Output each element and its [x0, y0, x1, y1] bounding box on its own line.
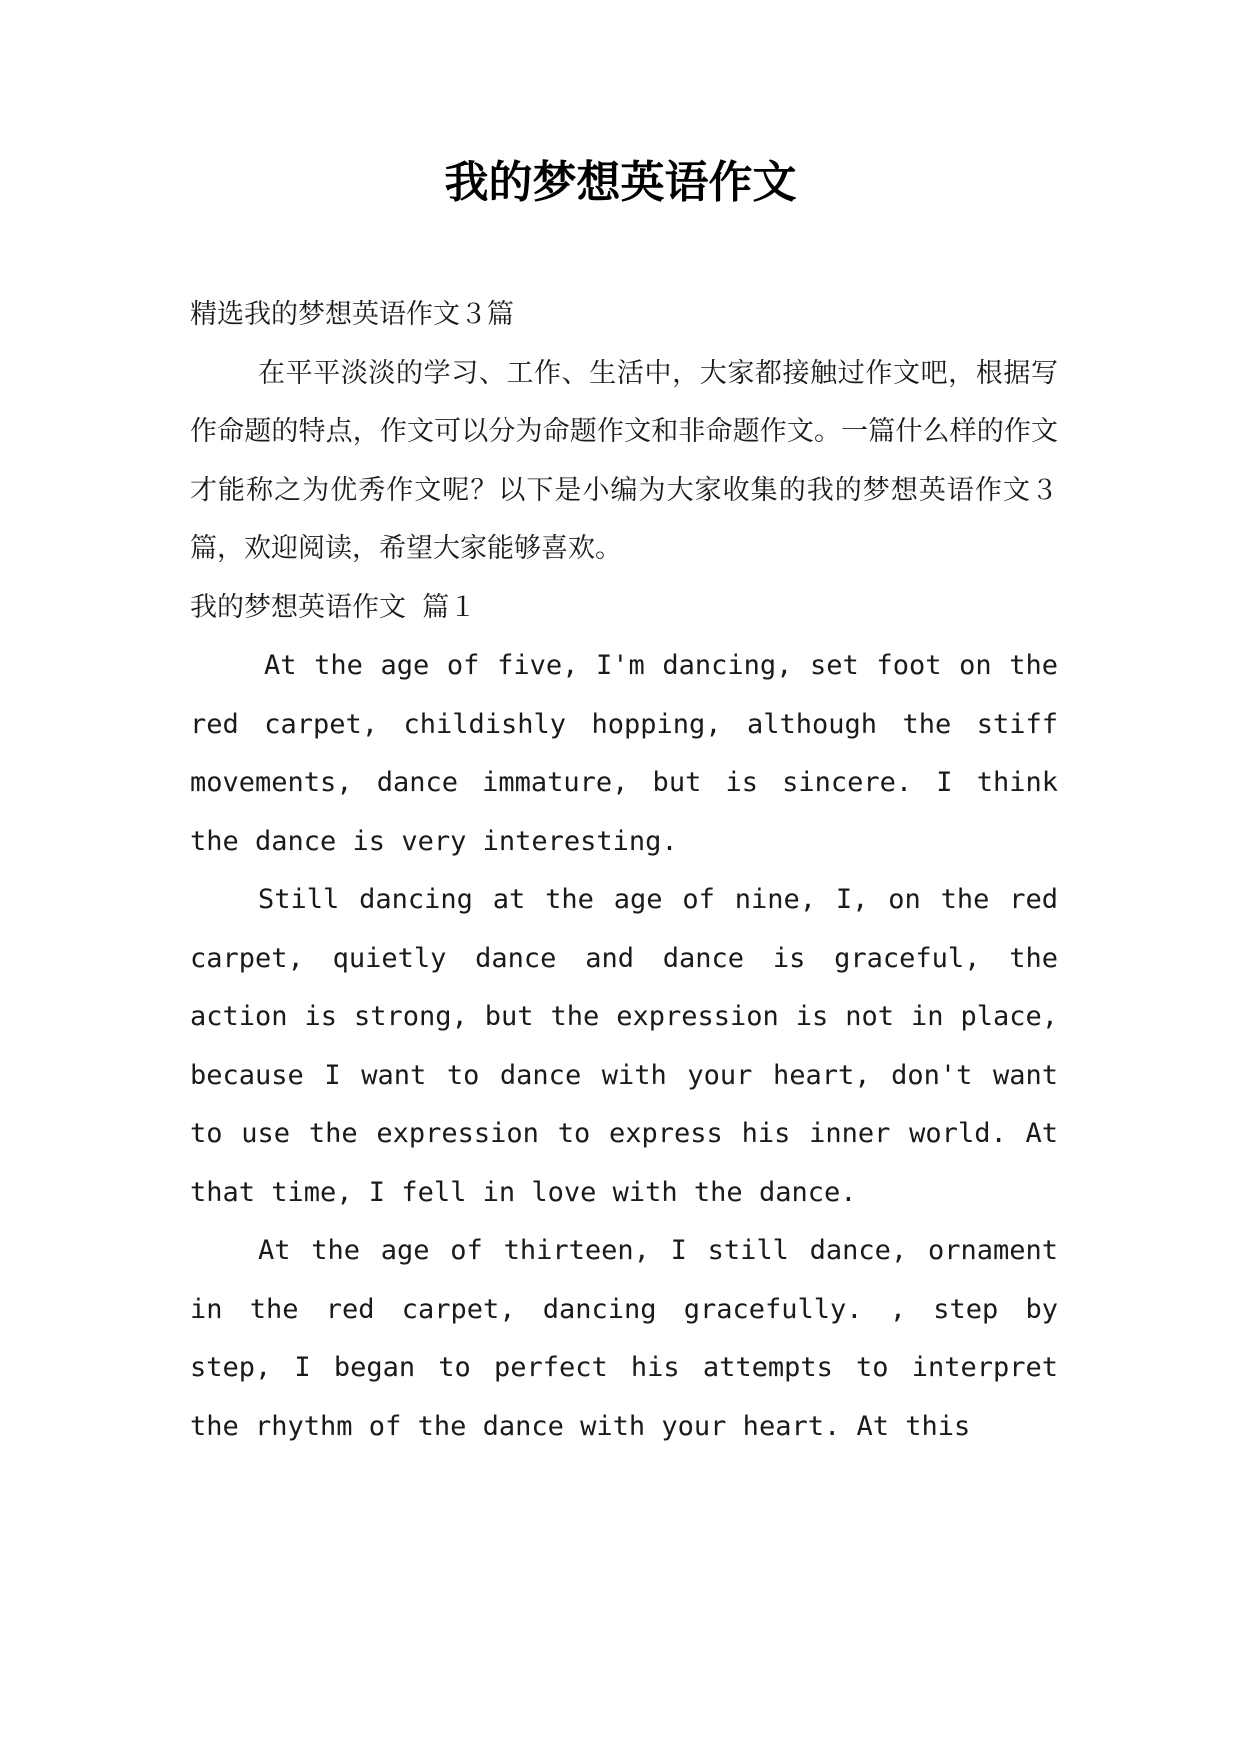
section-heading: 我的梦想英语作文 篇１	[190, 591, 477, 623]
essay-paragraph: At the age of five, I'm dancing, set foot on the red carpet, childishly hopping, although the stiff movements, dance immature, but is sincere. I think the dance is very interesting.	[190, 650, 1058, 857]
essay-paragraph: Still dancing at the age of nine, I, on the red carpet, quietly dance and dance is graceful, the action is strong, but the expression is not in place, because I want to dance with your heart, don't want to use the expression to express his inner world. At that time, I fell in love with the dance.	[190, 884, 1058, 1208]
document-body	[190, 286, 1058, 1456]
essay-paragraph: At the age of thirteen, I still dance, ornament in the red carpet, dancing gracefully. , step by step, I began to perfect his attempts to interpret the rhythm of the dance with your heart. At this	[190, 1235, 1058, 1442]
document-title: 我的梦想英语作文	[444, 157, 797, 208]
document-subtitle: 精选我的梦想英语作文３篇	[190, 299, 514, 330]
intro-paragraph: 在平平淡淡的学习、工作、生活中，大家都接触过作文吧，根据写作命题的特点，作文可以分为命题作文和非命题作文。一篇什么样的作文才能称之为优秀作文呢？以下是小编为大家收集的我的梦想英语作文３篇，欢迎阅读，希望大家能够喜欢。	[190, 357, 1058, 564]
